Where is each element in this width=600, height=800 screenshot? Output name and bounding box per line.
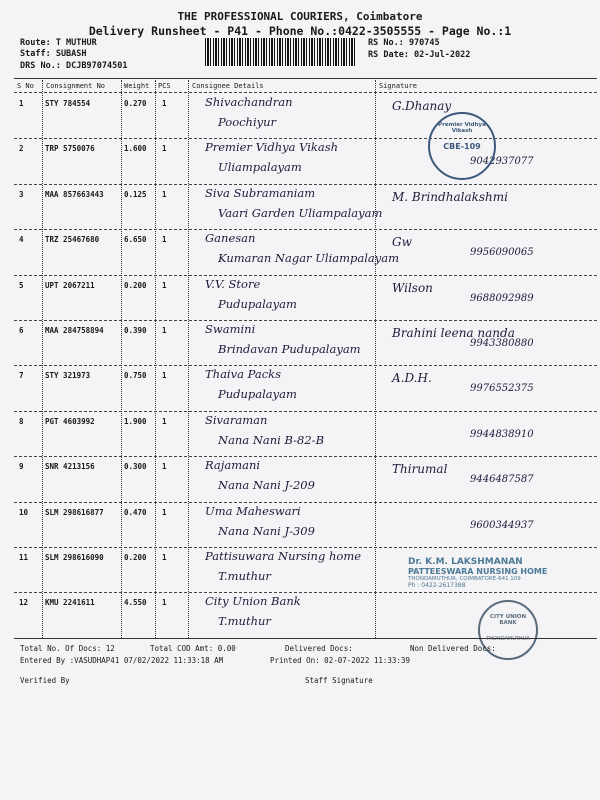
row-sno: 11 bbox=[19, 553, 29, 562]
row-consignee-name: Uma Maheswari bbox=[205, 503, 301, 518]
row-sno: 1 bbox=[19, 99, 24, 108]
row-sno: 4 bbox=[19, 235, 24, 245]
row-weight: 0.470 bbox=[124, 507, 147, 517]
row-weight: 4.550 bbox=[124, 598, 147, 608]
col-pcs: PCS bbox=[158, 82, 171, 90]
row-pcs: 1 bbox=[162, 99, 167, 108]
delivered-docs: Delivered Docs: bbox=[285, 644, 353, 653]
rs-date: RS Date: 02-Jul-2022 bbox=[368, 50, 471, 60]
row-signature-phone: 9446487587 bbox=[470, 474, 534, 486]
row-pcs: 1 bbox=[162, 507, 167, 517]
row-consignee-address: Uliampalayam bbox=[218, 160, 302, 175]
row-signature-phone: 9976552375 bbox=[470, 383, 534, 395]
hospital-stamp bbox=[408, 557, 593, 589]
row-consignee-name: Swamini bbox=[205, 322, 256, 336]
entered-by: Entered By :VASUDHAP41 07/02/2022 11:33:18 AM bbox=[20, 656, 224, 665]
row-signature-phone: 9956090065 bbox=[470, 247, 534, 259]
col-consignment: Consignment No bbox=[46, 82, 106, 90]
row-pcs: 1 bbox=[162, 598, 167, 608]
col-sep bbox=[42, 80, 43, 638]
row-sno: 12 bbox=[19, 598, 29, 608]
col-sep bbox=[375, 80, 376, 638]
row-consignee-name: Thaiva Packs bbox=[205, 367, 282, 382]
row-divider bbox=[14, 592, 597, 593]
hospital-doctor: Dr. K.M. LAKSHMANAN bbox=[408, 557, 523, 567]
row-divider bbox=[14, 502, 597, 503]
rs-number: RS No.: 970745 bbox=[368, 38, 440, 48]
col-weight: Weight bbox=[124, 82, 150, 90]
row-consignee-address: T.muthur bbox=[218, 569, 271, 583]
company-title: THE PROFESSIONAL COURIERS, Coimbatore bbox=[177, 10, 423, 23]
row-sno: 5 bbox=[19, 280, 24, 290]
row-sno: 2 bbox=[19, 144, 24, 154]
row-consignment-no: STY 784554 bbox=[45, 99, 91, 108]
row-consignment-no: PGT 4603992 bbox=[45, 416, 95, 426]
row-weight: 0.200 bbox=[124, 280, 147, 290]
staff-label: Staff: SUBASH bbox=[20, 49, 87, 59]
row-signature-phone: 9600344937 bbox=[470, 519, 534, 531]
row-consignment-no: UPT 2067211 bbox=[45, 280, 95, 290]
col-sep bbox=[121, 80, 122, 638]
total-cod: Total COD Amt: 0.00 bbox=[150, 644, 236, 653]
row-divider bbox=[14, 456, 597, 457]
row-weight: 0.125 bbox=[124, 189, 147, 199]
row-consignee-name: Rajamani bbox=[205, 458, 261, 473]
row-consignee-address: Brindavan Pudupalayam bbox=[218, 342, 361, 356]
row-divider bbox=[14, 547, 597, 548]
runsheet-subtitle: Delivery Runsheet - P41 - Phone No.:0422-3505555 - Page No.:1 bbox=[88, 24, 512, 38]
row-weight: 0.200 bbox=[124, 553, 147, 562]
row-signature-phone: 9944838910 bbox=[470, 428, 534, 440]
row-weight: 0.270 bbox=[124, 99, 147, 108]
row-pcs: 1 bbox=[162, 553, 167, 562]
drs-number: DRS No.: DCJB97074501 bbox=[20, 61, 128, 71]
header-rule bbox=[14, 92, 597, 93]
table-top-rule bbox=[14, 78, 597, 79]
row-sno: 7 bbox=[19, 371, 24, 381]
row-consignee-name: V.V. Store bbox=[205, 276, 261, 291]
row-consignee-address: Pudupalayam bbox=[218, 296, 297, 311]
row-consignee-name: City Union Bank bbox=[205, 594, 301, 609]
row-consignee-address: Kumaran Nagar Uliampalayam bbox=[218, 251, 400, 266]
row-signature: G.Dhanay bbox=[392, 99, 452, 113]
row-signature: Wilson bbox=[392, 280, 433, 295]
row-sno: 3 bbox=[19, 189, 24, 199]
row-divider bbox=[14, 184, 597, 185]
row-consignment-no: MAA 857663443 bbox=[45, 189, 104, 199]
row-consignment-no: TRP 5750076 bbox=[45, 144, 95, 154]
row-sno: 9 bbox=[19, 462, 24, 472]
row-consignment-no: SLM 298616877 bbox=[45, 507, 104, 517]
row-signature: Thirumal bbox=[392, 462, 448, 477]
row-weight: 0.390 bbox=[124, 326, 147, 335]
row-sno: 8 bbox=[19, 416, 24, 426]
hospital-name: PATTEESWARA NURSING HOME bbox=[408, 567, 548, 576]
row-signature: M. Brindhalakshmi bbox=[392, 189, 508, 204]
row-consignee-name: Sivaraman bbox=[205, 412, 268, 427]
col-sno: S No bbox=[17, 82, 34, 90]
row-signature-phone: 9042937077 bbox=[470, 156, 534, 168]
row-consignee-name: Pattisuwara Nursing home bbox=[205, 549, 362, 563]
col-consignee: Consignee Details bbox=[192, 82, 264, 90]
verified-by: Verified By bbox=[20, 676, 70, 685]
staff-signature-label: Staff Signature bbox=[305, 676, 373, 685]
row-consignee-address: Nana Nani J-309 bbox=[218, 523, 315, 538]
row-consignment-no: MAA 284758894 bbox=[45, 326, 104, 335]
row-weight: 6.650 bbox=[124, 235, 147, 245]
row-pcs: 1 bbox=[162, 416, 167, 426]
row-consignment-no: SLM 298616090 bbox=[45, 553, 104, 562]
row-pcs: 1 bbox=[162, 189, 167, 199]
row-sno: 10 bbox=[19, 507, 29, 517]
row-divider bbox=[14, 229, 597, 230]
row-weight: 1.600 bbox=[124, 144, 147, 154]
row-pcs: 1 bbox=[162, 235, 167, 245]
row-consignee-name: Ganesan bbox=[205, 231, 256, 246]
row-weight: 0.750 bbox=[124, 371, 147, 381]
row-signature-phone: 9688092989 bbox=[470, 292, 534, 304]
row-signature: A.D.H. bbox=[392, 371, 432, 386]
row-signature-phone: 9943380880 bbox=[470, 338, 534, 349]
row-divider bbox=[14, 138, 597, 139]
row-signature: Brahini leena nanda bbox=[392, 326, 515, 340]
row-consignment-no: TRZ 25467680 bbox=[45, 235, 100, 245]
row-consignee-address: Vaari Garden Uliampalayam bbox=[218, 205, 383, 220]
row-consignee-name: Premier Vidhya Vikash bbox=[205, 140, 339, 155]
row-divider bbox=[14, 411, 597, 412]
row-consignee-address: Nana Nani B-82-B bbox=[218, 432, 325, 447]
row-consignee-address: T.muthur bbox=[218, 614, 271, 629]
footer-rule bbox=[14, 638, 597, 639]
row-pcs: 1 bbox=[162, 462, 167, 472]
col-signature: Signature bbox=[379, 82, 417, 90]
row-signature: Gw bbox=[392, 235, 412, 250]
col-sep bbox=[188, 80, 189, 638]
route-label: Route: T MUTHUR bbox=[20, 38, 97, 48]
col-sep bbox=[155, 80, 156, 638]
row-consignee-name: Shivachandran bbox=[205, 95, 293, 109]
row-divider bbox=[14, 275, 597, 276]
non-delivered-docs: Non Delivered Docs: bbox=[410, 644, 496, 653]
row-consignee-address: Pudupalayam bbox=[218, 387, 297, 402]
row-consignment-no: SNR 4213156 bbox=[45, 462, 95, 472]
row-consignee-address: Poochiyur bbox=[218, 115, 277, 129]
school-stamp-code: CBE-109 bbox=[443, 142, 481, 151]
bank-stamp-place: THONDAMUTHUR bbox=[486, 636, 530, 642]
row-pcs: 1 bbox=[162, 326, 167, 335]
hospital-place: THONDAMUTHUR, COIMBATORE-641 109 bbox=[408, 576, 521, 582]
row-consignee-name: Siva Subramaniam bbox=[205, 185, 316, 200]
row-pcs: 1 bbox=[162, 144, 167, 154]
row-divider bbox=[14, 365, 597, 366]
row-sno: 6 bbox=[19, 326, 24, 335]
row-weight: 0.300 bbox=[124, 462, 147, 472]
row-consignment-no: KMU 2241611 bbox=[45, 598, 95, 608]
printed-on: Printed On: 02-07-2022 11:33:39 bbox=[270, 656, 410, 665]
row-weight: 1.900 bbox=[124, 416, 147, 426]
school-stamp-text: Premier Vidhya Vikash bbox=[438, 122, 486, 134]
row-pcs: 1 bbox=[162, 371, 167, 381]
row-consignment-no: STY 321973 bbox=[45, 371, 91, 381]
school-stamp bbox=[428, 112, 496, 180]
row-consignee-address: Nana Nani J-209 bbox=[218, 478, 315, 493]
bank-stamp-name: CITY UNION BANK bbox=[489, 614, 527, 626]
barcode bbox=[205, 38, 355, 66]
hospital-phone: Ph : 0422-2617388 bbox=[408, 582, 466, 589]
total-docs: Total No. Of Docs: 12 bbox=[20, 644, 115, 653]
row-divider bbox=[14, 320, 597, 321]
row-pcs: 1 bbox=[162, 280, 167, 290]
